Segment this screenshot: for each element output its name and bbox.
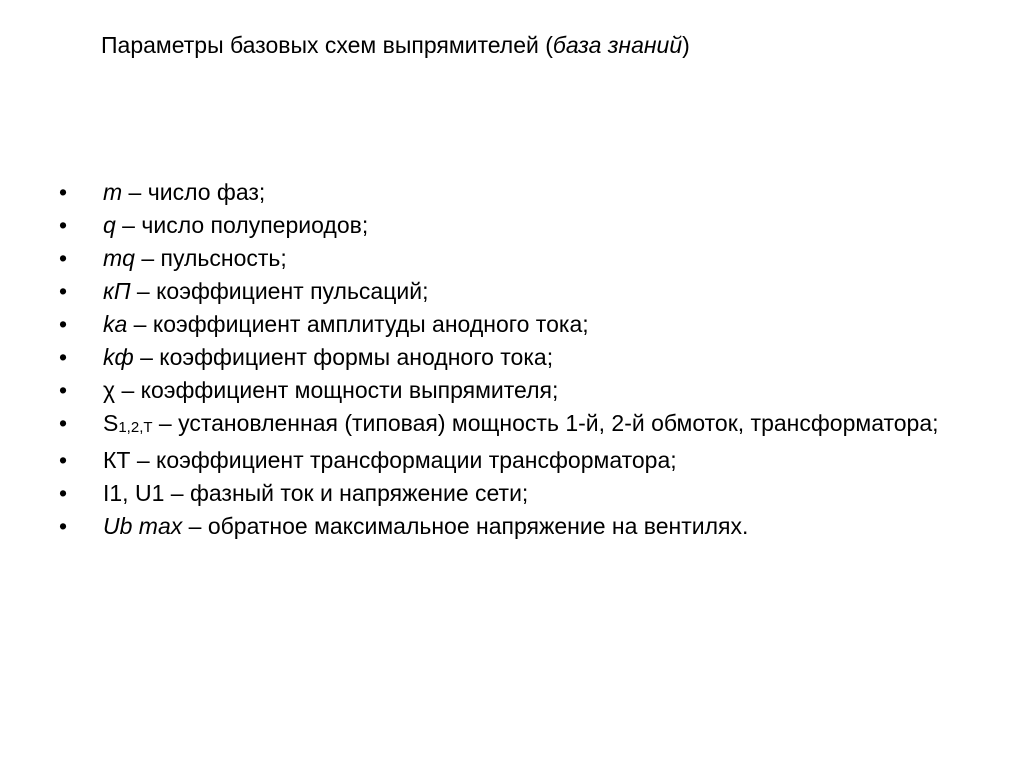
list-item-s (59, 410, 959, 440)
parameter-description: – число фаз; (122, 179, 266, 205)
list-item-ub-max (59, 513, 959, 540)
parameter-description: – фазный ток и напряжение сети; (164, 480, 529, 506)
bullet-icon: • (59, 513, 68, 539)
list-item-m (59, 179, 959, 206)
parameter-symbol: mq (103, 245, 135, 271)
parameter-symbol: S (103, 410, 119, 436)
parameter-list (59, 179, 959, 546)
bullet-icon: • (59, 311, 68, 337)
parameter-description: – коэффициент амплитуды анодного тока; (127, 311, 589, 337)
title-prefix: Параметры базовых схем выпрямителей ( (101, 32, 553, 58)
bullet-icon: • (59, 278, 68, 304)
bullet-icon: • (59, 480, 68, 506)
bullet-icon: • (59, 212, 68, 238)
parameter-symbol: m (103, 179, 123, 205)
parameter-description: – коэффициент мощности выпрямителя; (115, 377, 559, 403)
parameter-symbol: ka (103, 311, 128, 337)
list-item-chi (59, 377, 959, 404)
parameter-symbol: χ (103, 377, 116, 403)
list-item-q (59, 212, 959, 239)
bullet-icon: • (59, 344, 68, 370)
parameter-description: – обратное максимальное напряжение на вентилях. (182, 513, 749, 539)
parameter-description: – коэффициент формы анодного тока; (133, 344, 554, 370)
parameter-description: – коэффициент пульсаций; (130, 278, 429, 304)
list-item-kp (59, 278, 959, 305)
list-item-kf (59, 344, 959, 371)
parameter-symbol: I1, U1 (103, 480, 165, 506)
slide-title (101, 29, 690, 61)
bullet-icon: • (59, 179, 68, 205)
parameter-description: – число полупериодов; (115, 212, 369, 238)
bullet-icon: • (59, 245, 68, 271)
parameter-symbol: Ub max (103, 513, 183, 539)
list-item-mq (59, 245, 959, 272)
title-suffix: ) (682, 32, 690, 58)
title-emphasis: база знаний (552, 32, 683, 58)
parameter-symbol: КТ (103, 447, 131, 473)
list-item-kt (59, 447, 959, 474)
list-item-i1-u1 (59, 480, 959, 507)
parameter-description: – коэффициент трансформации трансформатора; (130, 447, 677, 473)
parameter-symbol: kф (103, 344, 134, 370)
parameter-description: – установленная (типовая) мощность 1-й, 2-й обмоток, трансформатора; (152, 410, 939, 436)
list-item-ka (59, 311, 959, 338)
parameter-subscript: 1,2,Т (118, 419, 153, 436)
parameter-symbol: q (103, 212, 116, 238)
parameter-symbol: кП (103, 278, 131, 304)
bullet-icon: • (59, 447, 68, 473)
bullet-icon: • (59, 377, 68, 403)
parameter-description: – пульсность; (134, 245, 287, 271)
bullet-icon: • (59, 410, 68, 436)
